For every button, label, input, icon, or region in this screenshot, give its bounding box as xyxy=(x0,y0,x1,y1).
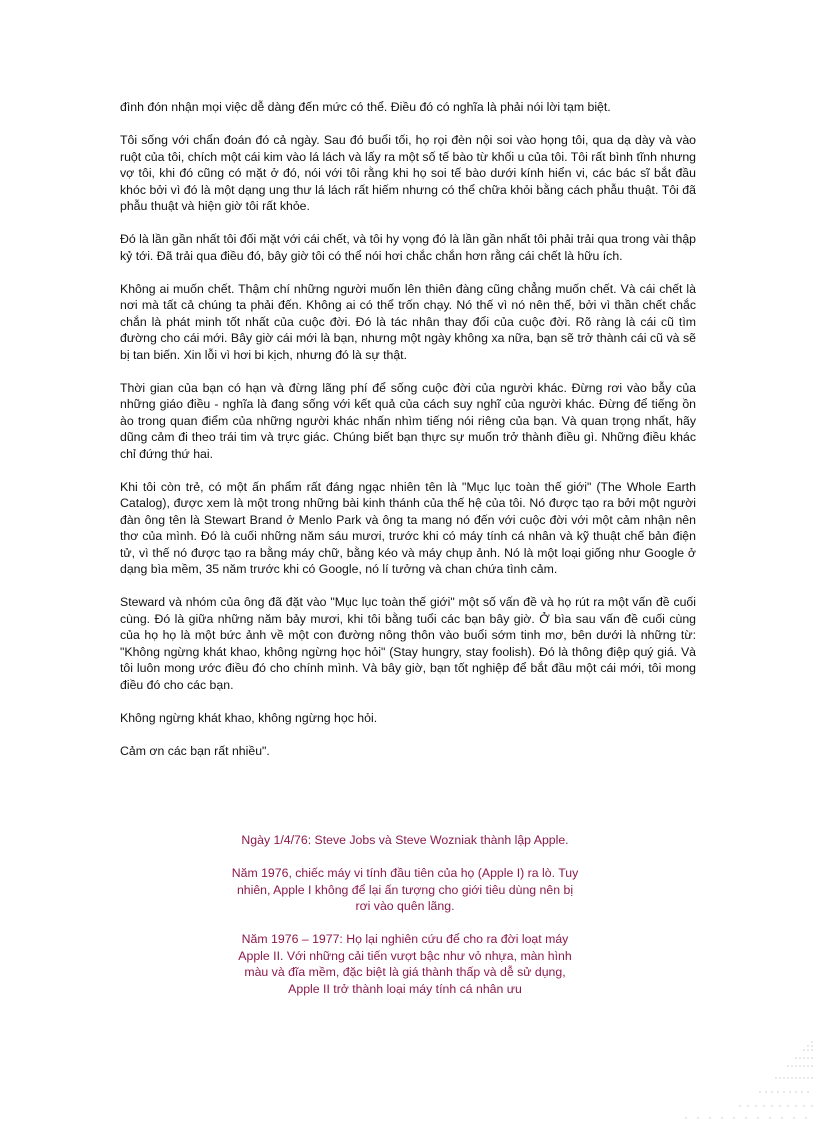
apple-timeline xyxy=(230,832,580,1014)
timeline-entry-apple-ii: Năm 1976 – 1977: Họ lại nghiên cứu để cho ra đời loạt máy Apple II. Với những cải tiến vượt bậc như vỏ nhựa, màn hình màu và đĩa mềm, đặc biệt là giá thành thấp và dễ sử dụng, Apple II trở thành loại máy tính cá nhân ưu xyxy=(238,932,572,996)
paragraph-motto: Không ngừng khát khao, không ngừng học hỏi. xyxy=(120,710,378,725)
corner-dot-pattern xyxy=(666,1040,816,1120)
timeline-entry-founding: Ngày 1/4/76: Steve Jobs và Steve Wozniak thành lập Apple. xyxy=(241,833,569,847)
paragraph-goodbye: đình đón nhận mọi việc dễ dàng đến mức có thể. Điều đó có nghĩa là phải nói lời tạm biệt. xyxy=(120,100,611,114)
paragraph-diagnosis: Tôi sống với chẩn đoán đó cả ngày. Sau đó buổi tối, họ rọi đèn nội soi vào họng tôi, qua dạ dày và vào ruột của tôi, chích một cái kim vào lá lách và lấy ra một số tế bào từ khối u của tôi. Tôi rất bình tĩnh nhưng vợ tôi, khi đó cũng có mặt ở đó, nói với tôi rằng khi họ soi tế bào dưới kính hiển vi, các bác sĩ bắt đầu khóc bởi vì đó là một dạng ung thư lá lách rất hiếm nhưng có thể chữa khỏi bằng cách phẫu thuật. Tôi đã phẫu thuật và hiện giờ tôi rất khỏe. xyxy=(120,133,696,213)
paragraph-thanks: Cảm ơn các bạn rất nhiều". xyxy=(120,743,270,758)
timeline-entry-apple-i: Năm 1976, chiếc máy vi tính đầu tiên của họ (Apple I) ra lò. Tuy nhiên, Apple I không để lại ấn tượng cho giới tiêu dùng nên bị rơi vào quên lãng. xyxy=(231,866,579,913)
paragraph-whole-earth-catalog: Khi tôi còn trẻ, có một ấn phẩm rất đáng ngạc nhiên tên là "Mục lục toàn thế giới" (The Whole Earth Catalog), được xem là một trong những bài kinh thánh của thế hệ của tôi. Nó được tạo ra bởi một người đàn ông tên là Stewart Brand ở Menlo Park và ông ta mang nó đến với cuộc đời với một cảm nhận nên thơ của mình. Đó là cuối những năm sáu mươi, trước khi có máy tính cá nhân và kỹ thuật chế bản điện tử, vì thế nó được tạo ra bằng máy chữ, bằng kéo và máy chụp ảnh. Nó là một loại giống như Google ở dạng bìa mềm, 35 năm trước khi có Google, nó lí tưởng và chan chứa tình cảm. xyxy=(120,479,696,576)
speech-body xyxy=(120,99,696,776)
paragraph-closest-to-death: Đó là lần gần nhất tôi đối mặt với cái chết, và tôi hy vọng đó là lần gần nhất tôi phải trải qua trong vài thập kỷ tới. Đã trải qua điều đó, bây giờ tôi có thể nói hơi chắc chắn hơn rằng cái chết là hữu ích. xyxy=(120,232,696,263)
paragraph-nobody-wants-to-die: Không ai muốn chết. Thậm chí những người muốn lên thiên đàng cũng chẳng muốn chết. Và cái chết là nơi mà tất cả chúng ta phải đến. Không ai có thể trốn chạy. Nó thế vì nó nên thế, bởi vì thần chết chắc chắn là phát minh tốt nhất của cuộc đời. Đó là tác nhân thay đổi của cuộc đời. Rõ ràng là cái cũ tìm đường cho cái mới. Bây giờ cái mới là bạn, nhưng một ngày không xa nữa, bạn sẽ trở thành cái cũ và sẽ bị tan biến. Xin lỗi vì hơi bi kịch, nhưng đó là sự thật. xyxy=(120,281,696,362)
paragraph-time-is-limited: Thời gian của bạn có hạn và đừng lãng phí để sống cuộc đời của người khác. Đừng rơi vào bẫy của những giáo điều - nghĩa là đang sống với kết quả của cách suy nghĩ của người khác. Đừng để tiếng ồn ào trong quan điểm của những người khác nhấn nhìm tiếng nói riêng của bạn. Và quan trọng nhất, hãy dũng cảm đi theo trái tim và trực giác. Chúng biết bạn thực sự muốn trở thành điều gì. Những điều khác chỉ đứng thứ hai. xyxy=(120,380,696,461)
paragraph-stay-hungry: Steward và nhóm của ông đã đặt vào "Mục lục toàn thế giới" một số vấn đề và họ rút ra một vấn đề cuối cùng. Đó là giữa những năm bảy mươi, khi tôi bằng tuổi các bạn bây giờ. Ở bìa sau vấn đề cuối cùng của họ họ là một bức ảnh về một con đường nông thôn vào buổi sớm tinh mơ, bên dưới là những từ: "Không ngừng khát khao, không ngừng học hỏi" (Stay hungry, stay foolish). Đó là thông điệp quý giá. Và tôi luôn mong ước điều đó cho chính mình. Và bây giờ, bạn tốt nghiệp để bắt đầu một cái mới, tôi mong điều đó cho các bạn. xyxy=(120,595,696,692)
